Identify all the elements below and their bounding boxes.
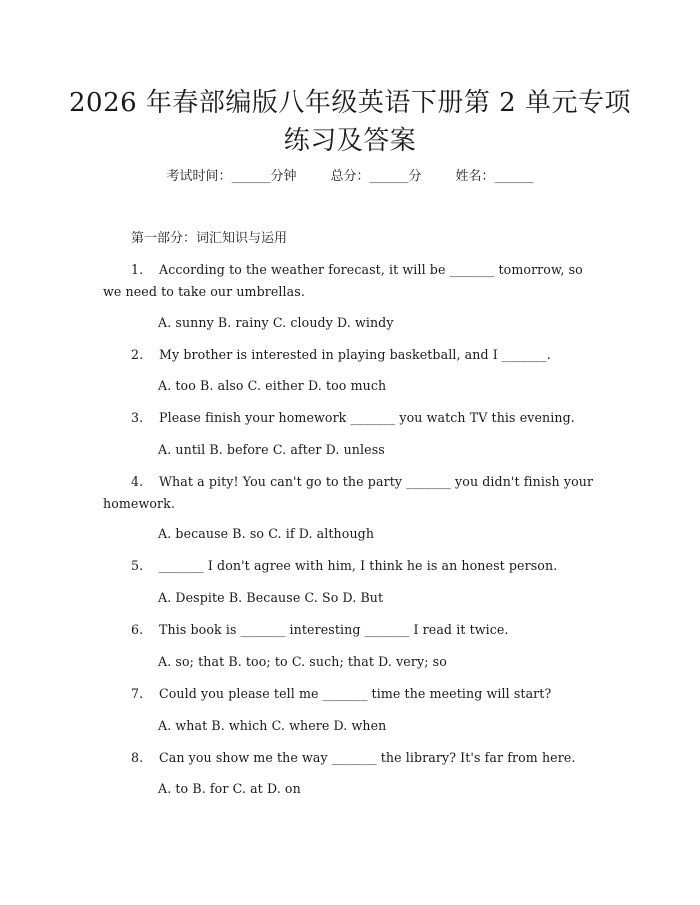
total-score-field: 总分：______分: [330, 169, 422, 184]
question-8-options: A. to B. for C. at D. on: [158, 781, 301, 796]
question-5: [103, 555, 603, 577]
section-title: 第一部分：词汇知识与运用: [131, 231, 288, 246]
question-3: [103, 407, 603, 429]
question-text: Could you please tell me _______ time the meeting will start?: [159, 686, 552, 701]
question-7-options: A. what B. which C. where D. when: [158, 718, 387, 733]
question-1: [103, 259, 603, 303]
question-6-options: A. so; that B. too; to C. such; that D. very; so: [158, 654, 447, 669]
question-2-options: A. too B. also C. either D. too much: [158, 378, 387, 393]
exam-time-field: 考试时间：______分钟: [166, 169, 297, 184]
question-3-options: A. until B. before C. after D. unless: [158, 442, 385, 457]
question-4-options: A. because B. so C. if D. although: [158, 526, 375, 541]
question-1-options: A. sunny B. rainy C. cloudy D. windy: [158, 315, 394, 330]
question-number: 1.: [131, 262, 144, 277]
question-text: What a pity! You can't go to the party _______ you didn't finish your homework.: [103, 474, 594, 511]
question-number: 8.: [131, 750, 144, 765]
question-text: My brother is interested in playing basketball, and I _______.: [159, 347, 551, 362]
question-number: 7.: [131, 686, 144, 701]
question-number: 3.: [131, 410, 144, 425]
question-text: _______ I don't agree with him, I think he is an honest person.: [159, 558, 558, 573]
question-4: [103, 471, 603, 515]
question-7: [103, 683, 603, 705]
question-number: 4.: [131, 474, 144, 489]
question-text: Please finish your homework _______ you watch TV this evening.: [159, 410, 575, 425]
question-number: 2.: [131, 347, 144, 362]
question-5-options: A. Despite B. Because C. So D. But: [158, 590, 384, 605]
question-text: Can you show me the way _______ the library? It's far from here.: [159, 750, 576, 765]
question-number: 6.: [131, 622, 144, 637]
question-6: [103, 619, 603, 641]
question-8: [103, 747, 603, 769]
question-text: According to the weather forecast, it will be _______ tomorrow, so we need to take our umbrellas.: [103, 262, 583, 299]
question-number: 5.: [131, 558, 144, 573]
name-field: 姓名：______: [455, 169, 534, 184]
document-title: 2026 年春部编版八年级英语下册第 2 单元专项练习及答案: [68, 88, 631, 156]
exam-info-line: [0, 167, 700, 187]
question-2: [103, 344, 603, 366]
question-text: This book is _______ interesting _______ I read it twice.: [159, 622, 509, 637]
